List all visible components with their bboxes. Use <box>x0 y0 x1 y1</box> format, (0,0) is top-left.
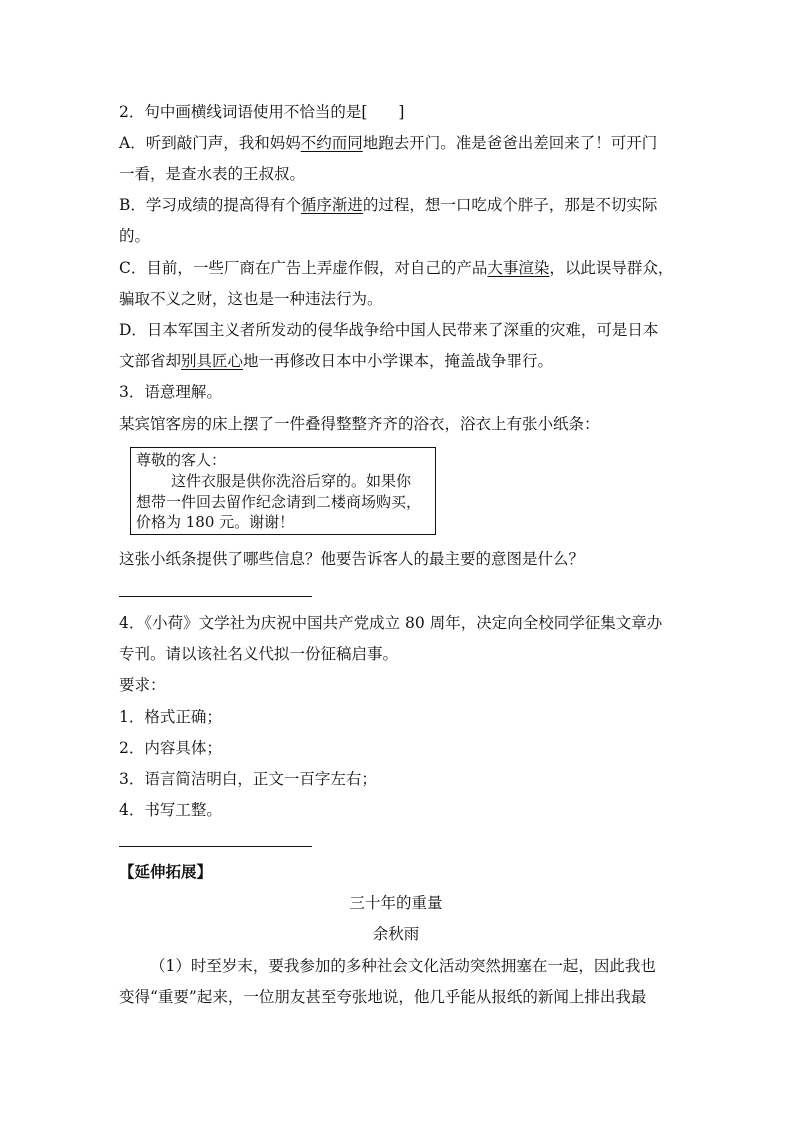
q4-requirement-3: 3．语言简洁明白，正文一百字左右； <box>119 770 377 788</box>
q2-c-text-pre: C．目前，一些厂商在广告上弄虚作假，对自己的产品 <box>119 259 488 277</box>
article-paragraph-1-line1: （1）时至岁末，要我参加的多种社会文化活动突然拥塞在一起，因此我也 <box>150 957 656 975</box>
q2-option-b-line2: 的。 <box>119 227 151 245</box>
note-greeting: 尊敬的客人： <box>136 451 227 469</box>
answer-line-q4 <box>119 846 312 847</box>
q3-prompt: 3．语意理解。 <box>119 383 222 401</box>
q4-line1: 4．《小荷》文学社为庆祝中国共产党成立 80 周年，决定向全校同学征集文章办 <box>119 614 663 632</box>
q3-intro: 某宾馆客房的床上摆了一件叠得整整齐齐的浴衣，浴衣上有张小纸条： <box>119 415 600 433</box>
q2-b-text-pre: B．学习成绩的提高得有个 <box>119 196 301 214</box>
article-paragraph-1-line2: 变得“重要”起来，一位朋友甚至夸张地说，他几乎能从报纸的新闻上排出我最 <box>119 988 647 1006</box>
note-line-4: 价格为 180 元。谢谢！ <box>136 513 295 531</box>
q4-requirement-1: 1．格式正确； <box>119 708 222 726</box>
extension-heading: 【延伸拓展】 <box>119 862 213 881</box>
q2-b-text-post: 的过程，想一口吃成个胖子，那是不切实际 <box>362 196 658 214</box>
q2-option-d-line2 <box>119 350 679 372</box>
article-author: 余秋雨 <box>372 925 420 943</box>
answer-line-q3 <box>119 596 312 597</box>
q2-d-text-post: 地一再修改日本中小学课本，掩盖战争罪行。 <box>243 352 554 370</box>
q4-requirement-4: 4．书写工整。 <box>119 801 222 819</box>
q2-a-text-pre: A．听到敲门声，我和妈妈 <box>119 134 301 152</box>
article-title: 三十年的重量 <box>349 894 443 912</box>
q2-a-text-post: 地跑去开门。准是爸爸出差回来了！可开门 <box>362 134 658 152</box>
q2-option-b-line1 <box>119 194 679 216</box>
paper-note-box <box>130 447 436 535</box>
q4-line2: 专刊。请以该社名义代拟一份征稿启事。 <box>119 645 399 663</box>
q2-option-a-line1 <box>119 132 679 154</box>
q2-option-d-line1: D．日本军国主义者所发动的侵华战争给中国人民带来了深重的灾难，可是日本 <box>119 321 659 339</box>
q2-prompt: 2．句中画横线词语使用不恰当的是[ ] <box>119 103 405 121</box>
note-line-2: 这件衣服是供你洗浴后穿的。如果你 <box>171 472 412 490</box>
q2-d-underlined-word: 别具匠心 <box>181 352 244 370</box>
q2-option-a-line2: 一看，是查水表的王叔叔。 <box>119 165 306 183</box>
q2-option-c-line2: 骗取不义之财，这也是一种违法行为。 <box>119 290 383 308</box>
q2-d-text-pre: 文部省却 <box>119 352 182 370</box>
q2-c-text-post: ，以此误导群众， <box>549 259 674 277</box>
note-line-3: 想带一件回去留作纪念请到二楼商场购买， <box>136 493 422 511</box>
q2-a-underlined-word: 不约而同 <box>300 134 363 152</box>
q2-c-underlined-word: 大事渲染 <box>487 259 550 277</box>
q4-requirement-2: 2．内容具体； <box>119 739 222 757</box>
q3-question: 这张小纸条提供了哪些信息？他要告诉客人的最主要的意图是什么？ <box>119 550 585 568</box>
q2-b-underlined-word: 循序渐进 <box>300 196 363 214</box>
q4-requirements-label: 要求： <box>119 676 166 694</box>
q2-option-c-line1 <box>119 257 679 279</box>
